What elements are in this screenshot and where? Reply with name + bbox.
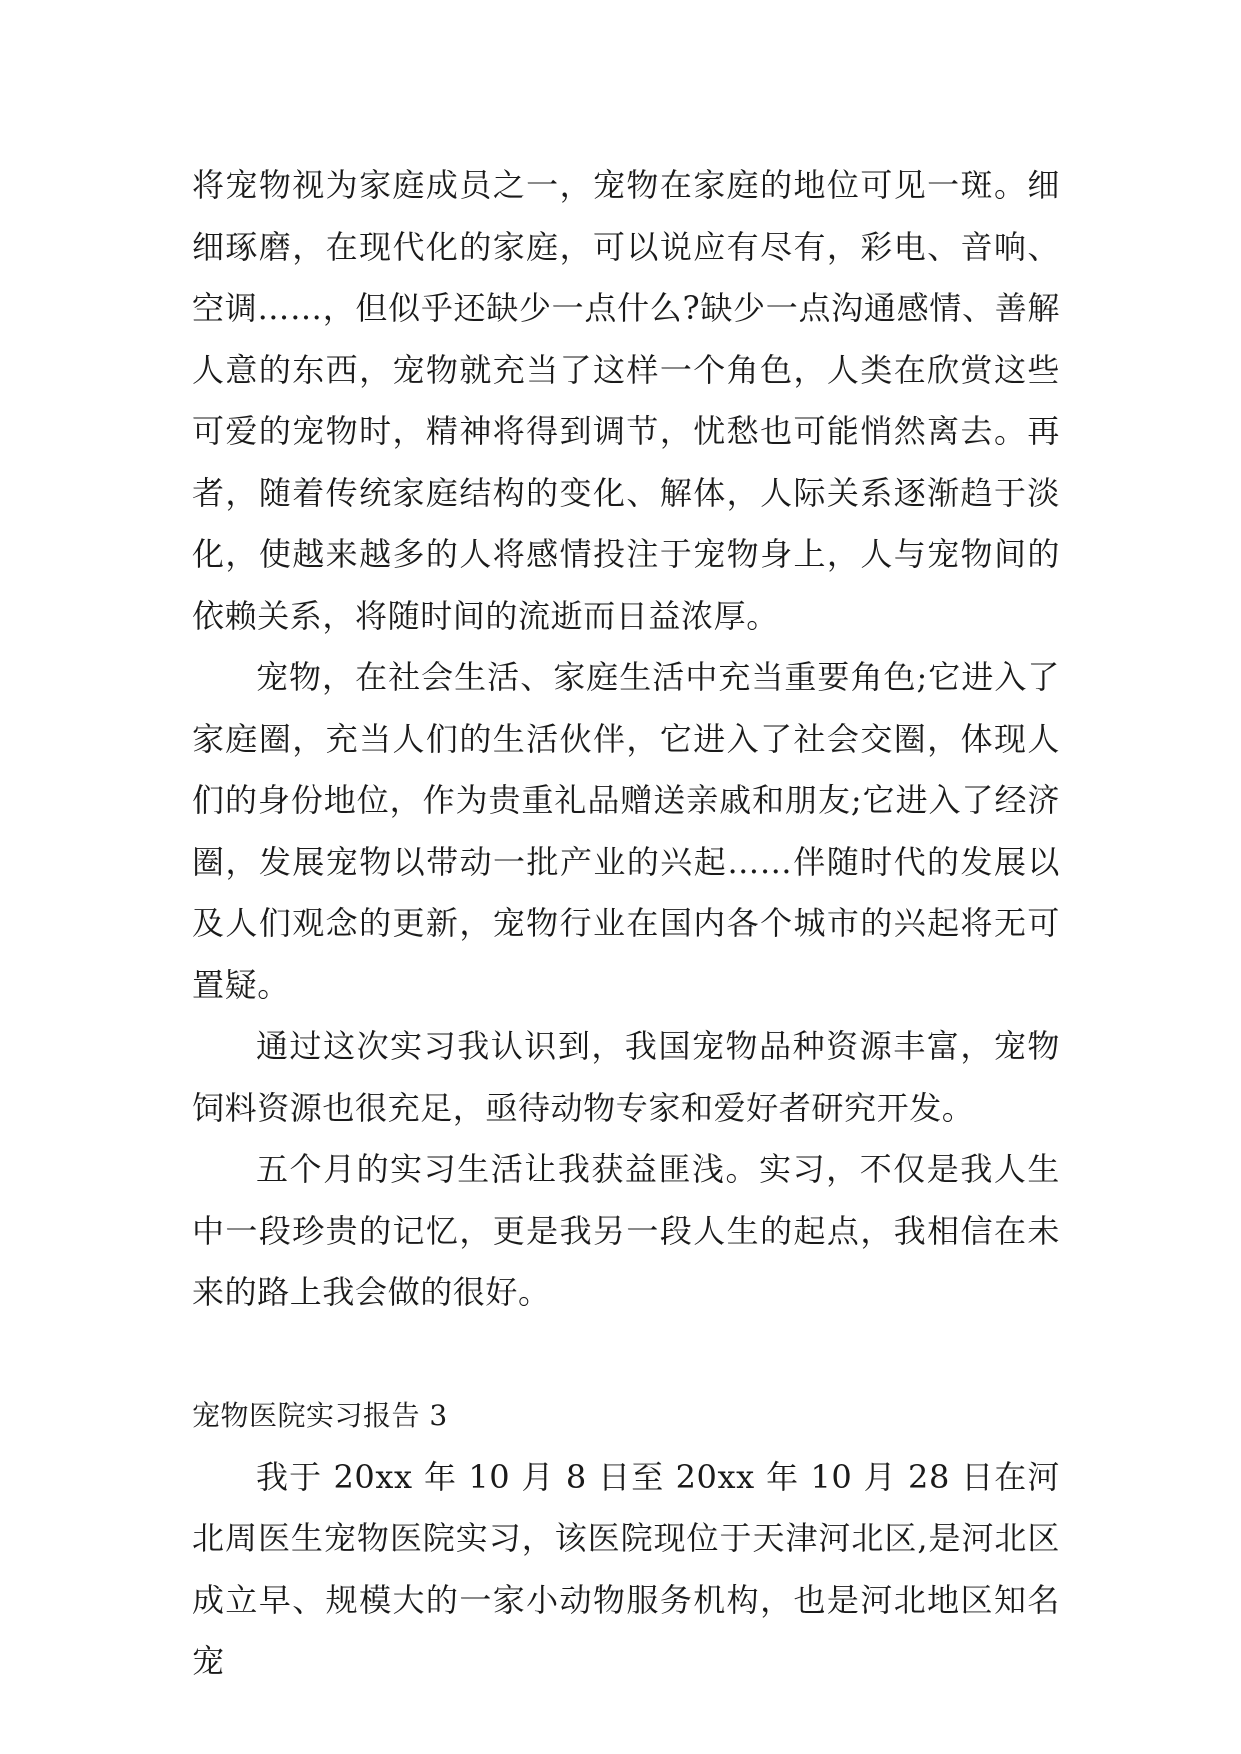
section-heading: 宠物医院实习报告 3: [192, 1399, 448, 1432]
paragraph-pets-family-role: 将宠物视为家庭成员之一，宠物在家庭的地位可见一斑。细细琢磨，在现代化的家庭，可以说应有尽有，彩电、音响、空调……，但似乎还缺少一点什么?缺少一点沟通感情、善解人意的东西，宠物就充当了这样一个角色，人类在欣赏这些可爱的宠物时，精神将得到调节，忧愁也可能悄然离去。再者，随着传统家庭结构的变化、解体，人际关系逐渐趋于淡化，使越来越多的人将感情投注于宠物身上，人与宠物间的依赖关系，将随时间的流逝而日益浓厚。: [192, 166, 1060, 635]
paragraph-report-intro: 我于 20xx 年 10 月 8 日至 20xx 年 10 月 28 日在河北周医生宠物医院实习，该医院现位于天津河北区,是河北区成立早、规模大的一家小动物服务机构，也是河北地区知名宠: [192, 1457, 1060, 1680]
paragraph-internship-insight: 通过这次实习我认识到，我国宠物品种资源丰富，宠物饲料资源也很充足，亟待动物专家和爱好者研究开发。: [192, 1027, 1060, 1127]
document-body: [192, 155, 1060, 1693]
paragraph-pets-social-role: 宠物，在社会生活、家庭生活中充当重要角色;它进入了家庭圈，充当人们的生活伙伴，它进入了社会交圈，体现人们的身份地位，作为贵重礼品赠送亲戚和朋友;它进入了经济圈，发展宠物以带动一批产业的兴起……伴随时代的发展以及人们观念的更新，宠物行业在国内各个城市的兴起将无可置疑。: [192, 658, 1060, 1004]
paragraph-internship-conclusion: 五个月的实习生活让我获益匪浅。实习，不仅是我人生中一段珍贵的记忆，更是我另一段人生的起点，我相信在未来的路上我会做的很好。: [192, 1150, 1060, 1311]
section-spacer: [192, 1324, 1060, 1386]
